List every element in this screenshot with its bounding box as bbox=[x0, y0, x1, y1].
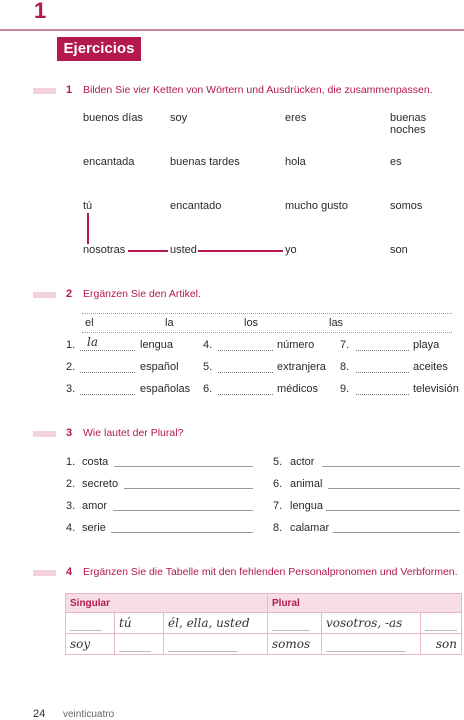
plural-blank[interactable] bbox=[328, 488, 460, 489]
ex1-word: eres bbox=[285, 112, 307, 124]
ex1-word: soy bbox=[170, 112, 188, 124]
noun: aceites bbox=[413, 361, 448, 373]
item-number: 7. bbox=[273, 500, 283, 512]
item-number: 2. bbox=[66, 361, 76, 373]
ex1-word: tú bbox=[83, 200, 93, 212]
table-cell[interactable]: son bbox=[421, 634, 462, 655]
article-blank[interactable] bbox=[218, 371, 273, 373]
section-title: Ejercicios bbox=[57, 37, 141, 61]
noun: televisión bbox=[413, 383, 459, 395]
ex1-word: son bbox=[390, 244, 408, 256]
table-cell[interactable]: tú bbox=[115, 613, 164, 634]
chapter-number: 1 bbox=[34, 0, 47, 23]
article-blank[interactable] bbox=[356, 393, 409, 395]
article-option: el bbox=[85, 317, 94, 329]
item-number: 8. bbox=[340, 361, 350, 373]
item-number: 2. bbox=[66, 478, 76, 490]
item-number: 1. bbox=[66, 339, 76, 351]
article-blank[interactable] bbox=[80, 393, 135, 395]
ex4-number: 4 bbox=[66, 566, 73, 578]
ex1-word: somos bbox=[390, 200, 423, 212]
item-number: 9. bbox=[340, 383, 350, 395]
article-option: la bbox=[165, 317, 174, 329]
table-cell[interactable] bbox=[322, 634, 421, 655]
article-box bbox=[82, 313, 452, 333]
ex1-word: buenos días bbox=[83, 112, 143, 124]
article-blank[interactable] bbox=[356, 371, 409, 373]
table-cell[interactable] bbox=[164, 634, 268, 655]
singular-header: Singular bbox=[66, 594, 268, 613]
noun: número bbox=[277, 339, 315, 351]
plural-blank[interactable] bbox=[322, 466, 460, 467]
plural-header: Plural bbox=[268, 594, 462, 613]
ex2-instruction: Ergänzen Sie den Artikel. bbox=[83, 288, 201, 300]
item-number: 5. bbox=[273, 456, 283, 468]
ex1-number: 1 bbox=[66, 84, 73, 96]
noun: médicos bbox=[277, 383, 318, 395]
item-number: 7. bbox=[340, 339, 350, 351]
ex1-word: yo bbox=[285, 244, 297, 256]
ex1-word: nosotras bbox=[83, 244, 126, 256]
noun: playa bbox=[413, 339, 440, 351]
page-number: 24 bbox=[33, 708, 46, 720]
article-blank[interactable] bbox=[80, 371, 135, 373]
table-cell[interactable]: soy bbox=[66, 634, 115, 655]
ex1-word: encantado bbox=[170, 200, 222, 212]
item-number: 3. bbox=[66, 500, 76, 512]
ex1-word: buenas tardes bbox=[170, 156, 240, 168]
chapter-rule bbox=[0, 29, 464, 31]
item-number: 1. bbox=[66, 456, 76, 468]
plural-blank[interactable] bbox=[333, 532, 460, 533]
article-blank[interactable] bbox=[218, 349, 273, 351]
singular-word: lengua bbox=[290, 500, 324, 512]
item-number: 5. bbox=[203, 361, 213, 373]
ex1-word: es bbox=[390, 156, 402, 168]
ex4-instruction: Ergänzen Sie die Tabelle mit den fehlenden Personalpronomen und Verbformen. bbox=[83, 566, 458, 578]
item-number: 6. bbox=[273, 478, 283, 490]
plural-blank[interactable] bbox=[326, 510, 460, 511]
table-cell[interactable] bbox=[66, 613, 115, 634]
item-number: 4. bbox=[203, 339, 213, 351]
noun: españolas bbox=[140, 383, 191, 395]
ex1-word: encantada bbox=[83, 156, 135, 168]
singular-word: costa bbox=[82, 456, 109, 468]
ex1-word: mucho gusto bbox=[285, 200, 348, 212]
plural-blank[interactable] bbox=[113, 510, 253, 511]
ex3-number: 3 bbox=[66, 427, 73, 439]
article-option: las bbox=[329, 317, 344, 329]
page-number-word: veinticuatro bbox=[63, 709, 115, 720]
chain-line bbox=[128, 250, 168, 252]
ex4-marker bbox=[33, 570, 56, 576]
singular-word: secreto bbox=[82, 478, 119, 490]
chain-line-vertical bbox=[87, 213, 89, 244]
item-number: 8. bbox=[273, 522, 283, 534]
ex1-word: buenas noches bbox=[390, 112, 427, 136]
table-cell[interactable] bbox=[421, 613, 462, 634]
ex2-marker bbox=[33, 292, 56, 298]
article-option: los bbox=[244, 317, 259, 329]
table-cell[interactable] bbox=[115, 634, 164, 655]
ex2-number: 2 bbox=[66, 288, 73, 300]
noun: español bbox=[140, 361, 179, 373]
ex1-word: hola bbox=[285, 156, 306, 168]
table-cell[interactable]: vosotros, -as bbox=[322, 613, 421, 634]
item-number: 4. bbox=[66, 522, 76, 534]
ex1-instruction: Bilden Sie vier Ketten von Wörtern und Ausdrücken, die zusammenpassen. bbox=[83, 84, 433, 96]
noun: lengua bbox=[140, 339, 174, 351]
table-cell[interactable]: él, ella, usted bbox=[164, 613, 268, 634]
article-answer: la bbox=[87, 335, 98, 349]
singular-word: calamar bbox=[290, 522, 330, 534]
noun: extranjera bbox=[277, 361, 326, 373]
ex3-instruction: Wie lautet der Plural? bbox=[83, 427, 184, 439]
ex1-marker bbox=[33, 88, 56, 94]
item-number: 3. bbox=[66, 383, 76, 395]
singular-word: actor bbox=[290, 456, 315, 468]
article-blank[interactable] bbox=[356, 349, 409, 351]
article-blank[interactable] bbox=[80, 349, 135, 351]
singular-word: serie bbox=[82, 522, 106, 534]
ex1-word: usted bbox=[170, 244, 197, 256]
table-cell[interactable]: somos bbox=[268, 634, 322, 655]
article-blank[interactable] bbox=[218, 393, 273, 395]
singular-word: amor bbox=[82, 500, 108, 512]
item-number: 6. bbox=[203, 383, 213, 395]
plural-blank[interactable] bbox=[114, 466, 253, 467]
plural-blank[interactable] bbox=[111, 532, 253, 533]
ex3-marker bbox=[33, 431, 56, 437]
chain-line bbox=[198, 250, 283, 252]
table-cell[interactable] bbox=[268, 613, 322, 634]
singular-word: animal bbox=[290, 478, 323, 490]
plural-blank[interactable] bbox=[124, 488, 253, 489]
pronoun-table bbox=[65, 593, 462, 655]
